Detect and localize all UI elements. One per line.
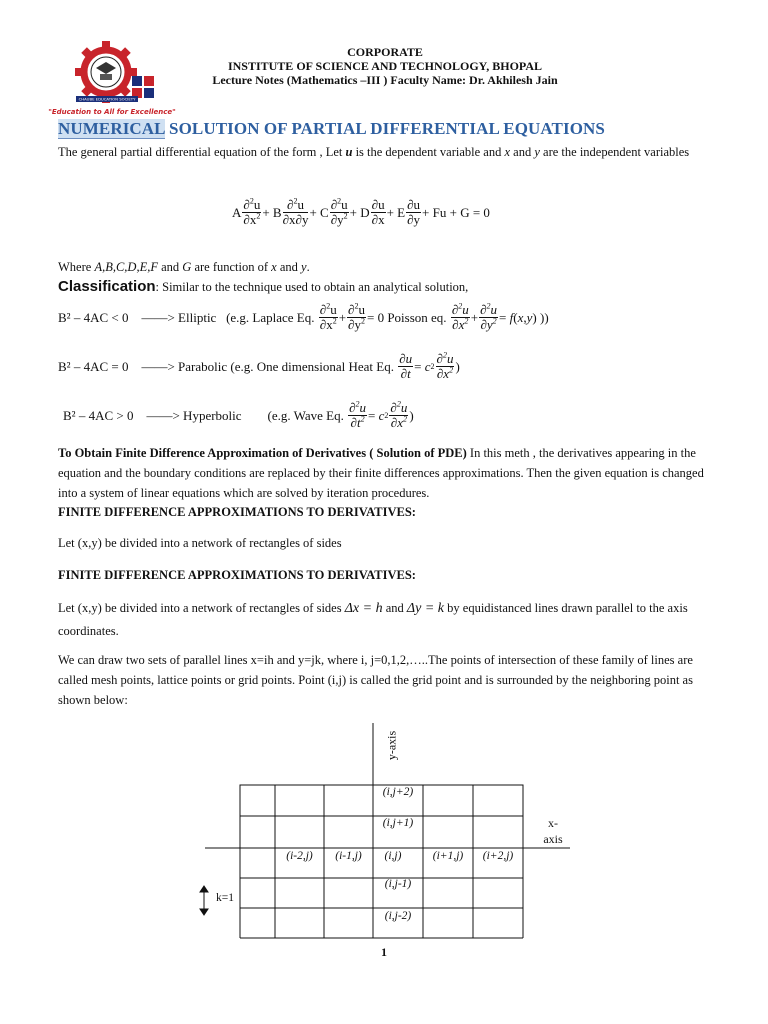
delta-y: Δy = k bbox=[406, 601, 445, 616]
grid-diagram bbox=[200, 720, 580, 945]
parabolic-example: (e.g. One dimensional Heat Eq. bbox=[230, 358, 394, 374]
where-b: and bbox=[157, 260, 183, 274]
classification-heading: Classification bbox=[58, 278, 156, 295]
elliptic-condition: B² – 4AC < 0 bbox=[58, 309, 129, 325]
institute-logo bbox=[48, 38, 176, 120]
general-pde-equation: A $\frac{\partial^2u}{\partial x^2}$ + B $\frac{\partial^2u}{\partial x\partial y}$ + C $\frac{\partial^2u}{\partial y^2}$ + D $\frac{\partial u}{\partial x}$ + E $\frac{\partial u}{\partial y}$ + Fu + G = 0 bbox=[232, 196, 490, 227]
section-heading-1: FINITE DIFFERENCE APPROXIMATIONS TO DERIVATIVES: bbox=[58, 505, 416, 519]
grid-point-i-j-minus-2: (i,j-2) bbox=[384, 910, 412, 922]
intro-u: u bbox=[345, 145, 353, 159]
parabolic-arrow: ——> Parabolic bbox=[141, 358, 228, 374]
poisson-label: Poisson eq. bbox=[387, 309, 447, 325]
let2-text-b: by equidistanced lines drawn parallel to the axis coordinates. bbox=[58, 601, 688, 638]
finite-text: In this meth , the derivatives appearing in the equation and the boundary conditions are replaced by their finite differences approximations. Then the given equation is changed into a system of linear equations which are solved by iteration procedures. bbox=[58, 446, 704, 500]
let-line-1 bbox=[58, 533, 718, 553]
grid-point-i-j-plus-2: (i,j+2) bbox=[382, 786, 414, 798]
header-line-lecture: Lecture Notes (Mathematics –III ) Faculty Name: Dr. Akhilesh Jain bbox=[212, 73, 558, 87]
k-label: k=1 bbox=[216, 892, 234, 904]
intro-text-c: are the independent variables bbox=[539, 145, 690, 159]
logo-text: CHAUBE EDUCATION SOCIETY bbox=[78, 96, 136, 102]
where-g: G bbox=[182, 260, 192, 274]
finite-bold: To Obtain Finite Difference Approximation of Derivatives ( Solution of PDE) bbox=[58, 446, 467, 460]
grid-point-i-j: (i,j) bbox=[384, 850, 402, 862]
grid-point-i-plus-2-j: (i+2,j) bbox=[482, 850, 514, 862]
parabolic-row: B² – 4AC = 0 ——> Parabolic (e.g. One dimensional Heat Eq. $\frac{\partial u}{\partial t}$ = c 2 $\frac{\partial^2u}{\partial x^2}$ ) bbox=[58, 350, 460, 381]
intro-x: x bbox=[504, 145, 511, 159]
parabolic-condition: B² – 4AC = 0 bbox=[58, 358, 129, 374]
hyperbolic-example: (e.g. Wave Eq. bbox=[267, 407, 344, 423]
intro-text-a: The general partial differential equation of the form , Let bbox=[58, 145, 346, 159]
where-line bbox=[58, 257, 718, 277]
logo-caption: "Education to All for Excellence" bbox=[48, 108, 176, 116]
title-rest: SOLUTION OF PARTIAL DIFFERENTIAL EQUATIONS bbox=[164, 119, 605, 138]
section-heading-2: FINITE DIFFERENCE APPROXIMATIONS TO DERIVATIVES: bbox=[58, 568, 416, 582]
where-y: y bbox=[301, 260, 307, 274]
grid-point-i-j-minus-1: (i,j-1) bbox=[384, 878, 412, 890]
classification-line bbox=[58, 277, 718, 297]
x-axis-label: x- axis bbox=[543, 816, 563, 846]
hyperbolic-condition: B² – 4AC > 0 bbox=[63, 407, 134, 423]
intro-and: and bbox=[510, 145, 535, 159]
finite-difference-paragraph bbox=[58, 443, 718, 503]
grid-point-i-minus-2-j: (i-2,j) bbox=[286, 850, 313, 862]
classification-text: : Similar to the technique used to obtain an analytical solution, bbox=[155, 280, 469, 294]
grid-point-i-minus-1-j: (i-1,j) bbox=[335, 850, 362, 862]
let2-and: and bbox=[382, 601, 407, 615]
page-number: 1 bbox=[381, 945, 387, 959]
header-line-corporate: CORPORATE bbox=[347, 45, 423, 59]
let2-text-a: Let (x,y) be divided into a network of rectangles of sides bbox=[58, 601, 345, 615]
where-e: . bbox=[306, 260, 310, 274]
elliptic-row: B² – 4AC < 0 ——> Elliptic (e.g. Laplace Eq. $\frac{\partial^2u}{\partial x^2}$ + $\frac{\partial^2u}{\partial y^2}$ = 0 Poisson eq. $\frac{\partial^2u}{\partial x^2}$ + $\frac{\partial^2u}{\partial y^2}$ = f ( x , y ) )) bbox=[58, 301, 549, 332]
let1-text: Let (x,y) be divided into a network of rectangles of sides bbox=[58, 536, 342, 550]
intro-paragraph bbox=[58, 142, 718, 162]
let-line-2 bbox=[58, 597, 718, 642]
document-header bbox=[175, 45, 595, 87]
where-coeffs: A,B,C,D,E,F bbox=[94, 260, 158, 274]
title-highlight: NUMERICAL bbox=[58, 119, 165, 138]
hyperbolic-row: B² – 4AC > 0 ——> Hyperbolic (e.g. Wave Eq. $\frac{\partial^2u}{\partial t^2}$ = c 2 $\frac{\partial^2u}{\partial x^2}$ ) bbox=[63, 399, 414, 430]
where-x: x bbox=[271, 260, 277, 274]
delta-x: Δx = h bbox=[344, 601, 383, 616]
intro-y: y bbox=[534, 145, 540, 159]
where-c: are function of bbox=[191, 260, 272, 274]
y-axis-label: y-axis bbox=[384, 730, 399, 761]
elliptic-arrow: ——> Elliptic bbox=[141, 309, 217, 325]
header-line-institute: INSTITUTE OF SCIENCE AND TECHNOLOGY, BHOPAL bbox=[227, 59, 543, 73]
grid-point-i-plus-1-j: (i+1,j) bbox=[432, 850, 464, 862]
where-d: and bbox=[276, 260, 302, 274]
page-title bbox=[58, 119, 658, 139]
elliptic-example: (e.g. Laplace Eq. bbox=[226, 309, 315, 325]
intro-text-b: is the dependent variable and bbox=[352, 145, 505, 159]
grid-point-i-j-plus-1: (i,j+1) bbox=[382, 817, 414, 829]
where-a: Where bbox=[58, 260, 95, 274]
mesh-paragraph: We can draw two sets of parallel lines x=ih and y=jk, where i, j=0,1,2,…..The points of intersection of these family of lines are called mesh points, lattice points or grid points. Point (i,j) is called the grid point and is surrounded by the neighboring point as shown below: bbox=[58, 653, 693, 707]
hyperbolic-arrow: ——> Hyperbolic bbox=[146, 407, 242, 423]
